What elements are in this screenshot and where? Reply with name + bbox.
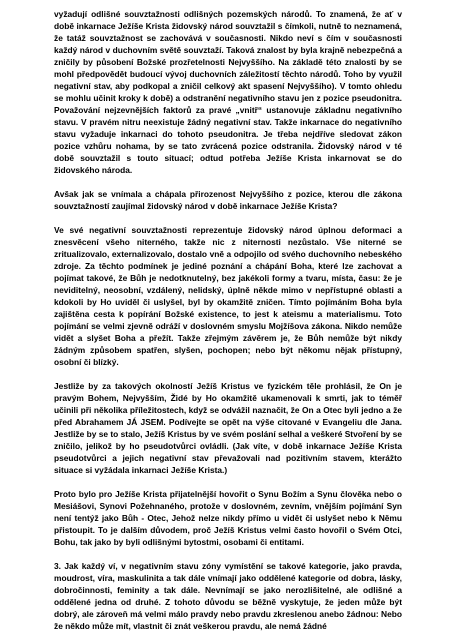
- paragraph-1: vyžadují odlišné souvztažnosti odlišných pozemských národů. To znamená, že ať v době inkarnace Ježíše Krista židovský národ souvztažil s čímkoli, nutně to neznamená, že tatáž souvztažnost se zachovává v současnosti. Nikdo neví s čím v současnosti každý národ v duchovním světě souvztaží. Taková znalost by byla krajně nebezpečná a zničily by působení Božské prozřetelnosti Nejvyššího. Na základě této znalosti by se mohl předpovědět budoucí vývoj duchovních záležitostí těchto národů. Toho by využil negativní stav, aby podkopal a zničil celkový akt spasení Nejvyššího). V tomto ohledu se mohlu učinit kroky k době) a odstranění negativního stavu jen z pozice pseudonitra. Považování nejzevnějších faktorů za pravé „vnitř“ ustanovuje základnu negativního stavu. V pravém nitru neexistuje žádný negativní stav. Takže inkarnace do negativního stavu vyžaduje inkarnaci do tohoto pseudonitra. Je třeba nejdříve sledovat zákon pozice vzhůru nohama, by se tato zvrácená pozice odstranila. Židovský národ v té době souvztažil s touto situací; odtud potřeba Ježíše Krista inkarnovat se do židovského národa.: [54, 9, 402, 175]
- paragraph-3: Ve své negativní souvztažnosti reprezentuje židovský národ úplnou deformaci a znesvěcení všeho niterného, takže nic z niternosti nezůstalo. Vše niterné se zritualizovalo, externalizovalo, dostalo vně a odpojilo od svého duchovního nebeského zdroje. Za těchto podmínek je jediné poznání a chápání Boha, které lze zachovat a pojímat takové, že Bůh je nedotknutelný, bez jakékoli formy a tvaru, místa, času: že je neviditelný, neosobní, vzdálený, nelidský, úplně někde mimo v nepřístupné oblasti a kdokoli by Ho uviděl či uslyšel, byl by okamžitě zničen. Tímto pojímáním Boha byla zajištěna cesta k popírání Božské existence, to jest k ateismu a materialismu. Toto pojímání se velmi zjevně odráží v doslovném smyslu Mojžíšova zákona. Nikdo nemůže vidět a slyšet Boha a přežít. Takže zřejmým závěrem je, že Bůh nemůže být nikdy žádným způsobem spatřen, slyšen, pochopen; nebo být někomu nějak přístupný, osobní či blízký.: [54, 225, 402, 367]
- paragraph-6: 3. Jak každý ví, v negativním stavu zóny vymístění se takové kategorie, jako pravda, moudrost, víra, maskulinita a tak dále vnímají jako oddělené kategorie od dobra, lásky, dobročinnosti, feminity a tak dále. Nevnímají se jako nerozlišitelné, ale odlišné a oddělené jedna od druhé. Z tohoto důvodu se běžně vyskytuje, že jeden může být dobrý, ale zároveň má velmi málo pravdy nebo pravdu zkreslenou anebo žádnou: Nebo že někdo může mít, vlastnit či znát veškerou pravdu, ale nemá žádné: [54, 561, 402, 631]
- paragraph-2: Avšak jak se vnímala a chápala přirozenost Nejvyššího z pozice, kterou dle zákona souvztažností zaujímal židovský národ v době inkarnace Ježíše Krista?: [54, 189, 402, 211]
- paragraph-5: Proto bylo pro Ježíše Krista přijatelnější hovořit o Synu Božím a Synu člověka nebo o Mesiášovi, Synovi Požehnaného, protože v doslovném, zevním, vnějším pojímání Syn není tentýž jako Bůh - Otec, Jehož nelze nikdy přímo u vidět či uslyšet nebo k Němu přistoupit. To je dalším důvodem, proč Ježíš Kristus velmi často hovořil o Svém Otci, Bohu, tak jako by byli odlišnými bytostmi, osobami či entitami.: [54, 489, 402, 547]
- paragraph-4: Jestliže by za takových okolností Ježíš Kristus ve fyzickém těle prohlásil, že On je pravým Bohem, Nejvyšším, Židé by Ho okamžitě ukamenovali k smrti, jak to téměř učinili při několika příležitostech, když se odvážil naznačit, že On a Otec byli jedno a že před Abrahamem JÁ JSEM. Podívejte se opět na výše citované v Evangeliu dle Jana. Jestliže by se to stalo, Ježíš Kristus by ve svém poslání selhal a veškeré Stvoření by se zničilo, jelikož by ho pseudotvůrci ovládli. (Jak víte, v době inkarnace Ježíše Krista pseudotvůrci a jejich negativní stav převažovali nad pozitivním stavem, kterážto situace si vyžádala inkarnaci Ježíše Krista.): [54, 381, 402, 475]
